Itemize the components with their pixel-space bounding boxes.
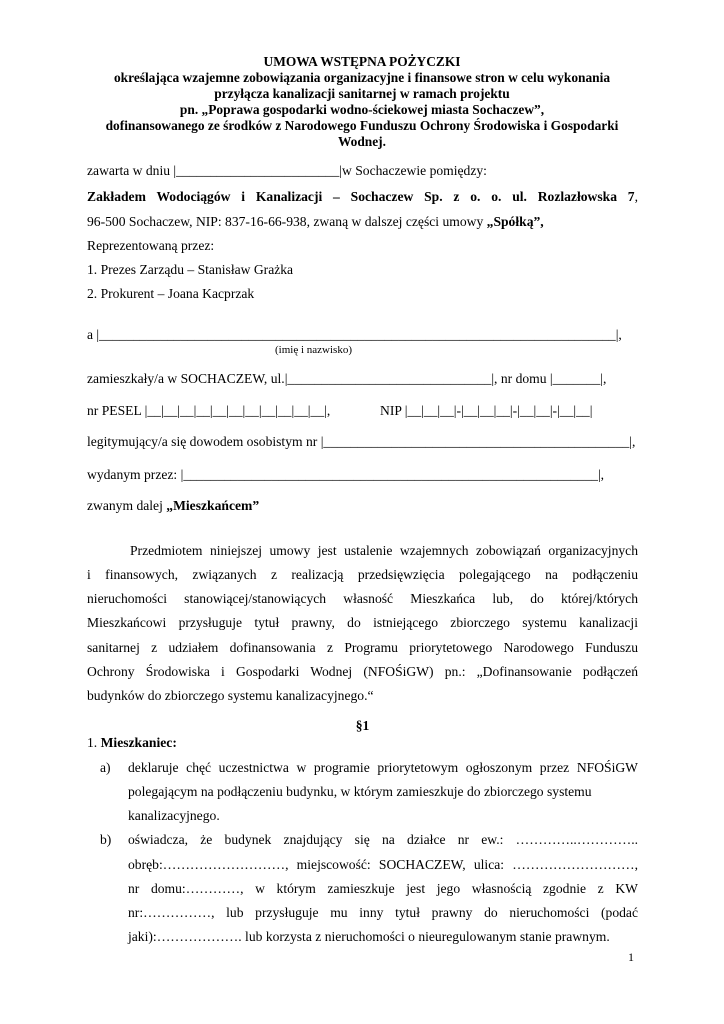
nip-field: NIP |__|__|__|-|__|__|__|-|__|__|-|__|__| (380, 403, 593, 418)
point-title: Mieszkaniec: (100, 735, 177, 750)
representative-1: 1. Prezes Zarządu – Stanisław Grażka (87, 262, 294, 277)
pesel-field: nr PESEL |__|__|__|__|__|__|__|__|__|__|__|, (87, 403, 331, 418)
resident-name-field: a |____________________________________________________________________________|, (87, 327, 622, 342)
issued-by-field: wydanym przez: |_____________________________________________________________|, (87, 467, 605, 482)
preamble-line-5: sanitarnej z udziałem dofinansowania z Programu priorytetowego Narodowego Funduszu (87, 640, 638, 655)
company-address: 96-500 Sochaczew, NIP: 837-16-66-938, zwaną w dalszej części umowy (87, 214, 487, 229)
resident-address-field: zamieszkały/a w SOCHACZEW, ul.|______________________________|, nr domu |_______|, (87, 371, 607, 386)
preamble-line-1: Przedmiotem niniejszej umowy jest ustalenie wzajemnych zobowiązań organizacyjnych (130, 543, 638, 558)
represented-by: Reprezentowaną przez: (87, 238, 215, 253)
title-subline-3: pn. „Poprawa gospodarki wodno-ściekowej miasta Sochaczew”, (179, 102, 545, 117)
company-alias: „Spółką”, (486, 214, 544, 229)
title-subline-1: określająca wzajemne zobowiązania organizacyjne i finansowe stron w celu wykonania (113, 70, 611, 85)
clause-b-line-2: obręb:………………………, miejscowość: SOCHACZEW, ulica: ………………………, (128, 857, 638, 872)
clause-a-line-1: deklaruje chęć uczestnictwa w programie priorytetowym ogłoszonym przez NFOŚiGW (128, 760, 638, 775)
list-label-a: a) (100, 760, 111, 775)
representative-2: 2. Prokurent – Joana Kacprzak (87, 286, 255, 301)
clause-a-line-3: kanalizacyjnego. (128, 808, 220, 823)
name-caption: (imię i nazwisko) (275, 344, 352, 356)
page-number: 1 (628, 950, 634, 964)
preamble-line-3: nieruchomości stanowiącej/stanowiących własność Mieszkańca lub, do której/których (87, 591, 638, 606)
document-title: UMOWA WSTĘPNA POŻYCZKI (263, 54, 461, 69)
clause-b-line-3: nr domu:…………, w którym zamieszkuje jest jego własnością zgodnie z KW (128, 881, 638, 896)
resident-alias-prefix: zwanym dalej (87, 498, 167, 513)
preamble-line-7: budynków do zbiorczego systemu kanalizacyjnego.“ (87, 688, 374, 703)
id-card-field: legitymujący/a się dowodem osobistym nr |_____________________________________________|, (87, 434, 636, 449)
clause-b-line-5: jaki):………………. lub korzysta z nieruchomości o nieuregulowanym stanie prawnym. (128, 929, 610, 944)
list-label-b: b) (100, 832, 112, 847)
clause-b-line-1: oświadcza, że budynek znajdujący się na działce nr ew.: …………..………….. (128, 832, 638, 847)
title-subline-5: Wodnej. (338, 134, 386, 149)
title-subline-4: dofinansowanego ze środków z Narodowego Funduszu Ochrony Środowiska i Gospodarki (105, 118, 619, 133)
point-1 (87, 735, 177, 751)
preamble-line-6: Ochrony Środowiska i Gospodarki Wodnej (NFOŚiGW) pn.: „Dofinansowanie podłączeń (87, 664, 638, 679)
resident-alias: „Mieszkańcem” (166, 498, 260, 513)
clause-b-line-4: nr:……………, lub przysługuje mu inny tytuł prawny do nieruchomości (podać (128, 905, 638, 920)
preamble-line-2: i finansowych, związanych z realizacją przedsięwzięcia polegającego na podłączeniu (87, 567, 638, 582)
date-line: zawarta w dniu |________________________|w Sochaczewie pomiędzy: (87, 163, 487, 178)
clause-a-line-2: polegającym na podłączeniu budynku, w którym zamieszkuje do zbiorczego systemu (128, 784, 592, 799)
company-line-1-tail: , (634, 189, 638, 204)
section-heading: §1 (355, 718, 370, 733)
title-subline-2: przyłącza kanalizacji sanitarnej w ramach projektu (214, 86, 510, 101)
company-line-2 (87, 214, 544, 230)
company-line-1 (87, 189, 638, 205)
resident-alias-line (87, 498, 259, 514)
preamble-line-4: Mieszkańcowi przysługuje tytuł prawny, do istniejącego zbiorczego systemu kanalizacji (87, 615, 638, 630)
point-number: 1. (87, 735, 101, 750)
company-name: Zakładem Wodociągów i Kanalizacji – Sochaczew Sp. z o. o. ul. Rozlazłowska 7 (87, 189, 635, 204)
